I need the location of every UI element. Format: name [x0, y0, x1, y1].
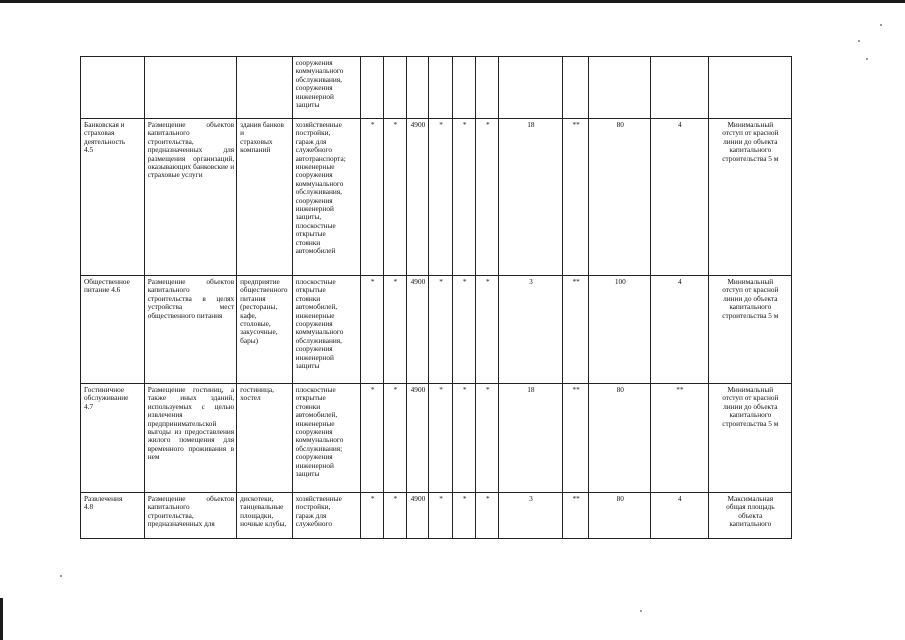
param-8-cell: **	[562, 276, 589, 384]
restrictions-note-cell: Максимальная общая площадь объекта капитального	[708, 493, 791, 539]
auxiliary-uses-cell: плоскостные открытые стоянки автомобилей, инженерные сооружения коммунального обслуживания, сооружения инженерной защиты	[292, 276, 361, 384]
param-min-area-cell	[406, 57, 429, 119]
scan-speck	[640, 610, 642, 612]
param-1-cell: *	[361, 493, 384, 539]
param-max-coverage-cell: 80	[589, 493, 651, 539]
auxiliary-uses-cell: плоскостные открытые стоянки автомобилей, инженерные сооружения коммунального обслуживания; сооружения инженерной защиты	[292, 384, 361, 493]
param-6-cell: *	[476, 276, 499, 384]
scan-speck	[880, 24, 882, 26]
table-row	[81, 276, 792, 384]
param-max-height-cell: 18	[499, 384, 563, 493]
use-type-name-cell	[81, 57, 145, 119]
object-examples-cell: гостиница, хостел	[237, 384, 292, 493]
auxiliary-uses-cell: сооружения коммунального обслуживания, сооружения инженерной защиты	[292, 57, 361, 119]
use-description-cell: Размещение объектов капитального строительства в целях устройства мест общественного питания	[144, 276, 236, 384]
param-8-cell: **	[562, 119, 589, 276]
param-max-coverage-cell	[589, 57, 651, 119]
param-max-height-cell: 3	[499, 493, 563, 539]
scan-left-edge	[0, 598, 3, 640]
param-5-cell: *	[452, 384, 476, 493]
param-min-area-cell: 4900	[406, 276, 429, 384]
param-1-cell	[361, 57, 384, 119]
param-1-cell: *	[361, 119, 384, 276]
object-examples-cell: здания банков и страховых компаний	[237, 119, 292, 276]
param-min-area-cell: 4900	[406, 119, 429, 276]
param-1-cell: *	[361, 276, 384, 384]
param-floors-cell: 4	[651, 493, 709, 539]
use-type-name-cell: Общественное питание 4.6	[81, 276, 145, 384]
param-max-coverage-cell: 80	[589, 119, 651, 276]
param-4-cell: *	[429, 119, 453, 276]
use-type-name-cell: Развлечения 4.8	[81, 493, 145, 539]
use-description-cell: Размещение объектов капитального строительства, предназначенных для	[144, 493, 236, 539]
param-8-cell: **	[562, 384, 589, 493]
param-max-height-cell: 3	[499, 276, 563, 384]
param-6-cell: *	[476, 384, 499, 493]
param-2-cell: *	[384, 276, 407, 384]
param-5-cell: *	[452, 493, 476, 539]
auxiliary-uses-cell: хозяйственные постройки, гараж для служебного	[292, 493, 361, 539]
use-description-cell	[144, 57, 236, 119]
param-6-cell	[476, 57, 499, 119]
param-max-height-cell: 18	[499, 119, 563, 276]
restrictions-note-cell: Минимальный отступ от красной линии до объекта капитального строительства 5 м	[708, 384, 791, 493]
use-type-name-cell: Гостиничное обслуживание 4.7	[81, 384, 145, 493]
param-max-height-cell	[499, 57, 563, 119]
restrictions-note-cell	[708, 57, 791, 119]
object-examples-cell: предприятие общественного питания (рестораны, кафе, столовые, закусочные, бары)	[237, 276, 292, 384]
restrictions-note-cell: Минимальный отступ от красной линии до объекта капитального строительства 5 м	[708, 276, 791, 384]
param-6-cell: *	[476, 493, 499, 539]
param-5-cell: *	[452, 276, 476, 384]
param-max-coverage-cell: 80	[589, 384, 651, 493]
param-8-cell	[562, 57, 589, 119]
table-row	[81, 119, 792, 276]
table-row	[81, 384, 792, 493]
param-min-area-cell: 4900	[406, 384, 429, 493]
scan-top-edge	[0, 0, 905, 3]
param-2-cell: *	[384, 119, 407, 276]
param-4-cell: *	[429, 493, 453, 539]
param-5-cell: *	[452, 119, 476, 276]
object-examples-cell: дискотеки, танцевальные площадки, ночные клубы,	[237, 493, 292, 539]
use-description-cell: Размещение объектов капитального строительства, предназначенных для размещения организаций, оказывающих банковские и страховые услуги	[144, 119, 236, 276]
scan-speck	[60, 575, 62, 577]
param-2-cell	[384, 57, 407, 119]
param-1-cell: *	[361, 384, 384, 493]
restrictions-note-cell: Минимальный отступ от красной линии до объекта капитального строительства 5 м	[708, 119, 791, 276]
table-row	[81, 57, 792, 119]
param-6-cell: *	[476, 119, 499, 276]
auxiliary-uses-cell: хозяйственные постройки, гараж для служебного автотранспорта; инженерные сооружения коммунального обслуживания, сооружения инженерной защиты, плоскостные открытые стоянки автомобилей	[292, 119, 361, 276]
scan-speck	[858, 40, 860, 42]
param-4-cell: *	[429, 276, 453, 384]
param-4-cell	[429, 57, 453, 119]
param-4-cell: *	[429, 384, 453, 493]
param-floors-cell	[651, 57, 709, 119]
param-2-cell: *	[384, 384, 407, 493]
table-row	[81, 493, 792, 539]
param-floors-cell: **	[651, 384, 709, 493]
object-examples-cell	[237, 57, 292, 119]
use-description-cell: Размещение гостиниц, а также иных зданий, используемых с целью извлечения предпринимательской выгоды из предоставления жилого помещения для временного проживания в нем	[144, 384, 236, 493]
scan-speck	[866, 58, 868, 60]
land-use-regulations-table	[80, 56, 792, 539]
param-min-area-cell: 4900	[406, 493, 429, 539]
param-floors-cell: 4	[651, 119, 709, 276]
param-8-cell: **	[562, 493, 589, 539]
param-max-coverage-cell: 100	[589, 276, 651, 384]
use-type-name-cell: Банковская и страховая деятельность 4.5	[81, 119, 145, 276]
param-5-cell	[452, 57, 476, 119]
param-2-cell: *	[384, 493, 407, 539]
param-floors-cell: 4	[651, 276, 709, 384]
